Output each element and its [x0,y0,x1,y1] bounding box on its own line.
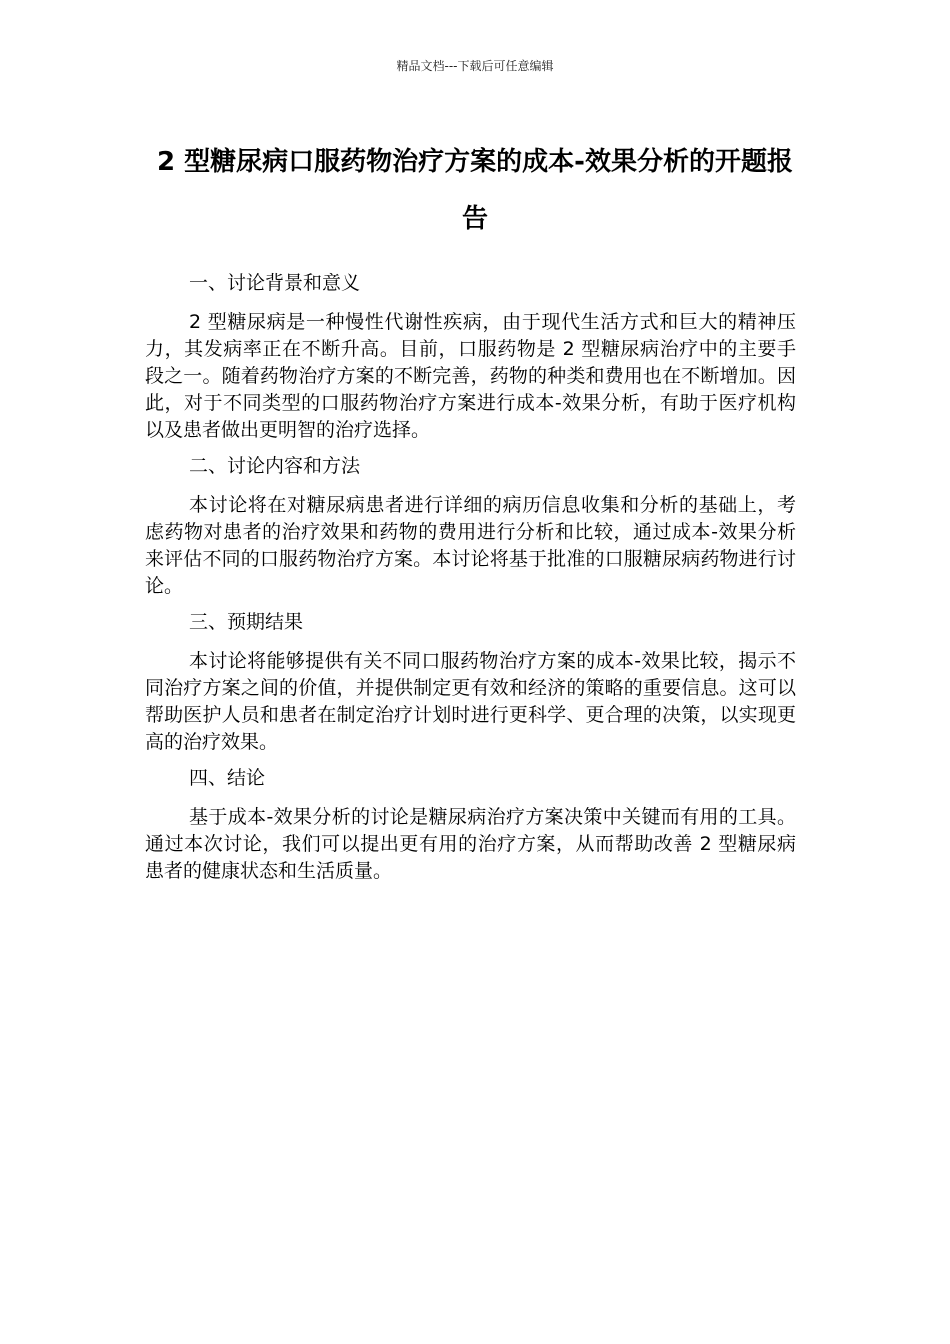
section-paragraph: 2 型糖尿病是一种慢性代谢性疾病，由于现代生活方式和巨大的精神压力，其发病率正在不断升高。目前，口服药物是 2 型糖尿病治疗中的主要手段之一。随着药物治疗方案的不断完善，药物的种类和费用也在不断增加。因此，对于不同类型的口服药物治疗方案进行成本-效果分析，有助于医疗机构以及患者做出更明智的治疗选择。 [145,311,796,441]
document-title: 2 型糖尿病口服药物治疗方案的成本-效果分析的开题报告 [157,147,793,234]
section-conclusion [145,765,796,885]
section-paragraph: 基于成本-效果分析的讨论是糖尿病治疗方案决策中关键而有用的工具。通过本次讨论，我们可以提出更有用的治疗方案，从而帮助改善 2 型糖尿病患者的健康状态和生活质量。 [145,806,796,882]
section-paragraph: 本讨论将能够提供有关不同口服药物治疗方案的成本-效果比较，揭示不同治疗方案之间的价值，并提供制定更有效和经济的策略的重要信息。这可以帮助医护人员和患者在制定治疗计划时进行更科学、更合理的决策，以实现更高的治疗效果。 [145,650,796,753]
page-header-note: 精品文档---下载后可任意编辑 [396,59,554,73]
section-expected-results [145,609,796,756]
section-paragraph: 本讨论将在对糖尿病患者进行详细的病历信息收集和分析的基础上，考虑药物对患者的治疗效果和药物的费用进行分析和比较，通过成本-效果分析来评估不同的口服药物治疗方案。本讨论将基于批准的口服糖尿病药物进行讨论。 [145,494,796,597]
section-heading: 四、结论 [189,767,266,789]
section-content-method [145,453,796,600]
section-heading: 二、讨论内容和方法 [189,455,361,477]
section-heading: 一、讨论背景和意义 [189,272,361,294]
section-heading: 三、预期结果 [189,611,304,633]
document-body [145,270,796,885]
section-background [145,270,796,444]
